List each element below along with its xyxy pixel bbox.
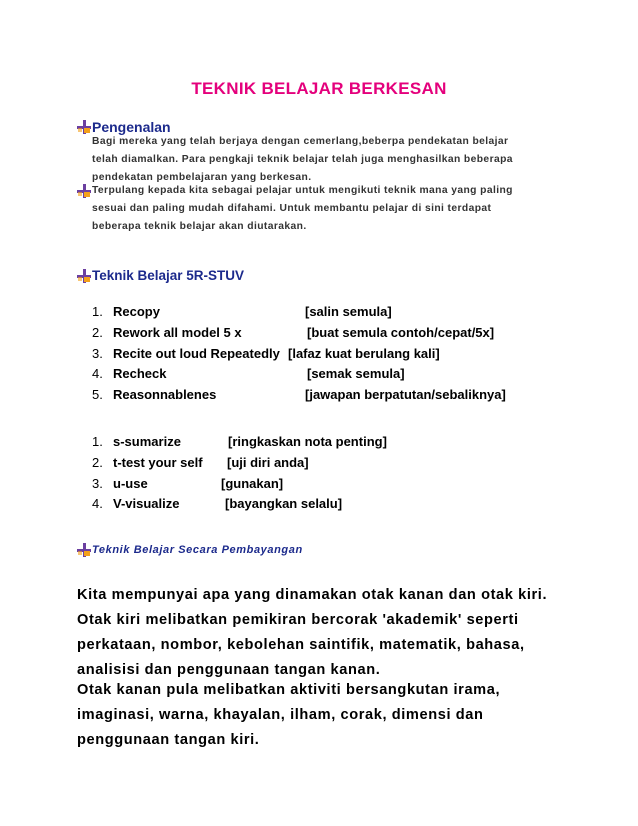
body-paragraph-1 [77,583,577,683]
text-line: Terpulang kepada kita sebagai pelajar untuk mengikuti teknik mana yang paling [92,185,513,196]
heading-5r-stuv [77,268,244,283]
list-term: Rework all model 5 x [113,324,242,340]
text-line: Bagi mereka yang telah berjaya dengan cemerlang,beberpa pendekatan belajar [92,136,509,147]
text-line: beberapa teknik belajar akan diutarakan. [92,221,307,232]
list-term: Recite out loud Repeatedly [113,345,280,361]
heading-label: Teknik Belajar Secara Pembayangan [92,544,303,556]
text-line: penggunaan tangan kiri. [77,732,260,748]
list-number: 2. [92,454,103,470]
text-line: sesuai dan paling mudah difahami. Untuk membantu pelajar di sini terdapat [92,203,492,214]
text-line: Otak kiri melibatkan pemikiran bercorak 'akademik' seperti [77,612,519,628]
text-line: perkataan, nombor, kebolehan saintifik, matematik, bahasa, [77,637,525,653]
heading-pembayangan [77,543,303,557]
list-gloss: [semak semula] [307,366,405,382]
compass-star-bullet-icon [77,543,91,557]
list-term: Recheck [113,366,167,382]
list-number: 5. [92,387,103,403]
list-gloss: [ringkaskan nota penting] [228,434,387,449]
intro-paragraph-1 [92,133,513,187]
intro-paragraph-2 [92,182,513,236]
list-number: 1. [92,434,103,449]
list-gloss: [lafaz kuat berulang kali] [288,345,440,361]
compass-star-bullet-icon [77,184,91,198]
text-line: imaginasi, warna, khayalan, ilham, corak, dimensi dan [77,707,484,723]
list-term: u-use [113,475,148,491]
page-title: TEKNIK BELAJAR BERKESAN [191,79,447,98]
compass-star-bullet-icon [77,269,91,283]
list-term: V-visualize [113,496,180,512]
list-gloss: [uji diri anda] [227,454,309,470]
list-gloss: [gunakan] [221,475,284,491]
list-number: 1. [92,304,103,319]
list-number: 4. [92,366,103,382]
list-gloss: [salin semula] [305,304,392,319]
text-line: Kita mempunyai apa yang dinamakan otak kanan dan otak kiri. [77,587,548,603]
text-line: pendekatan pembelajaran yang berkesan. [92,172,312,183]
text-line: analisisi dan penggunaan tangan kanan. [77,662,381,678]
list-term: s-sumarize [113,434,181,449]
list-term: Recopy [113,304,160,319]
list-gloss: [jawapan berpatutan/sebaliknya] [305,387,506,403]
list-gloss: [bayangkan selalu] [225,496,343,512]
list-gloss: [buat semula contoh/cepat/5x] [307,324,495,340]
body-paragraph-2 [77,678,577,753]
compass-star-bullet-icon [77,120,91,134]
text-line: Otak kanan pula melibatkan aktiviti bersangkutan irama, [77,682,501,698]
list-number: 2. [92,324,103,340]
list-number: 3. [92,475,103,491]
heading-label: Teknik Belajar 5R-STUV [92,268,245,283]
text-line: telah diamalkan. Para pengkaji teknik belajar telah juga menghasilkan beberapa [92,154,513,165]
list-number: 4. [92,496,103,512]
list-number: 3. [92,345,103,361]
heading-label: Pengenalan [92,119,171,135]
list-term: Reasonnablenes [113,387,217,403]
list-term: t-test your self [113,454,203,470]
